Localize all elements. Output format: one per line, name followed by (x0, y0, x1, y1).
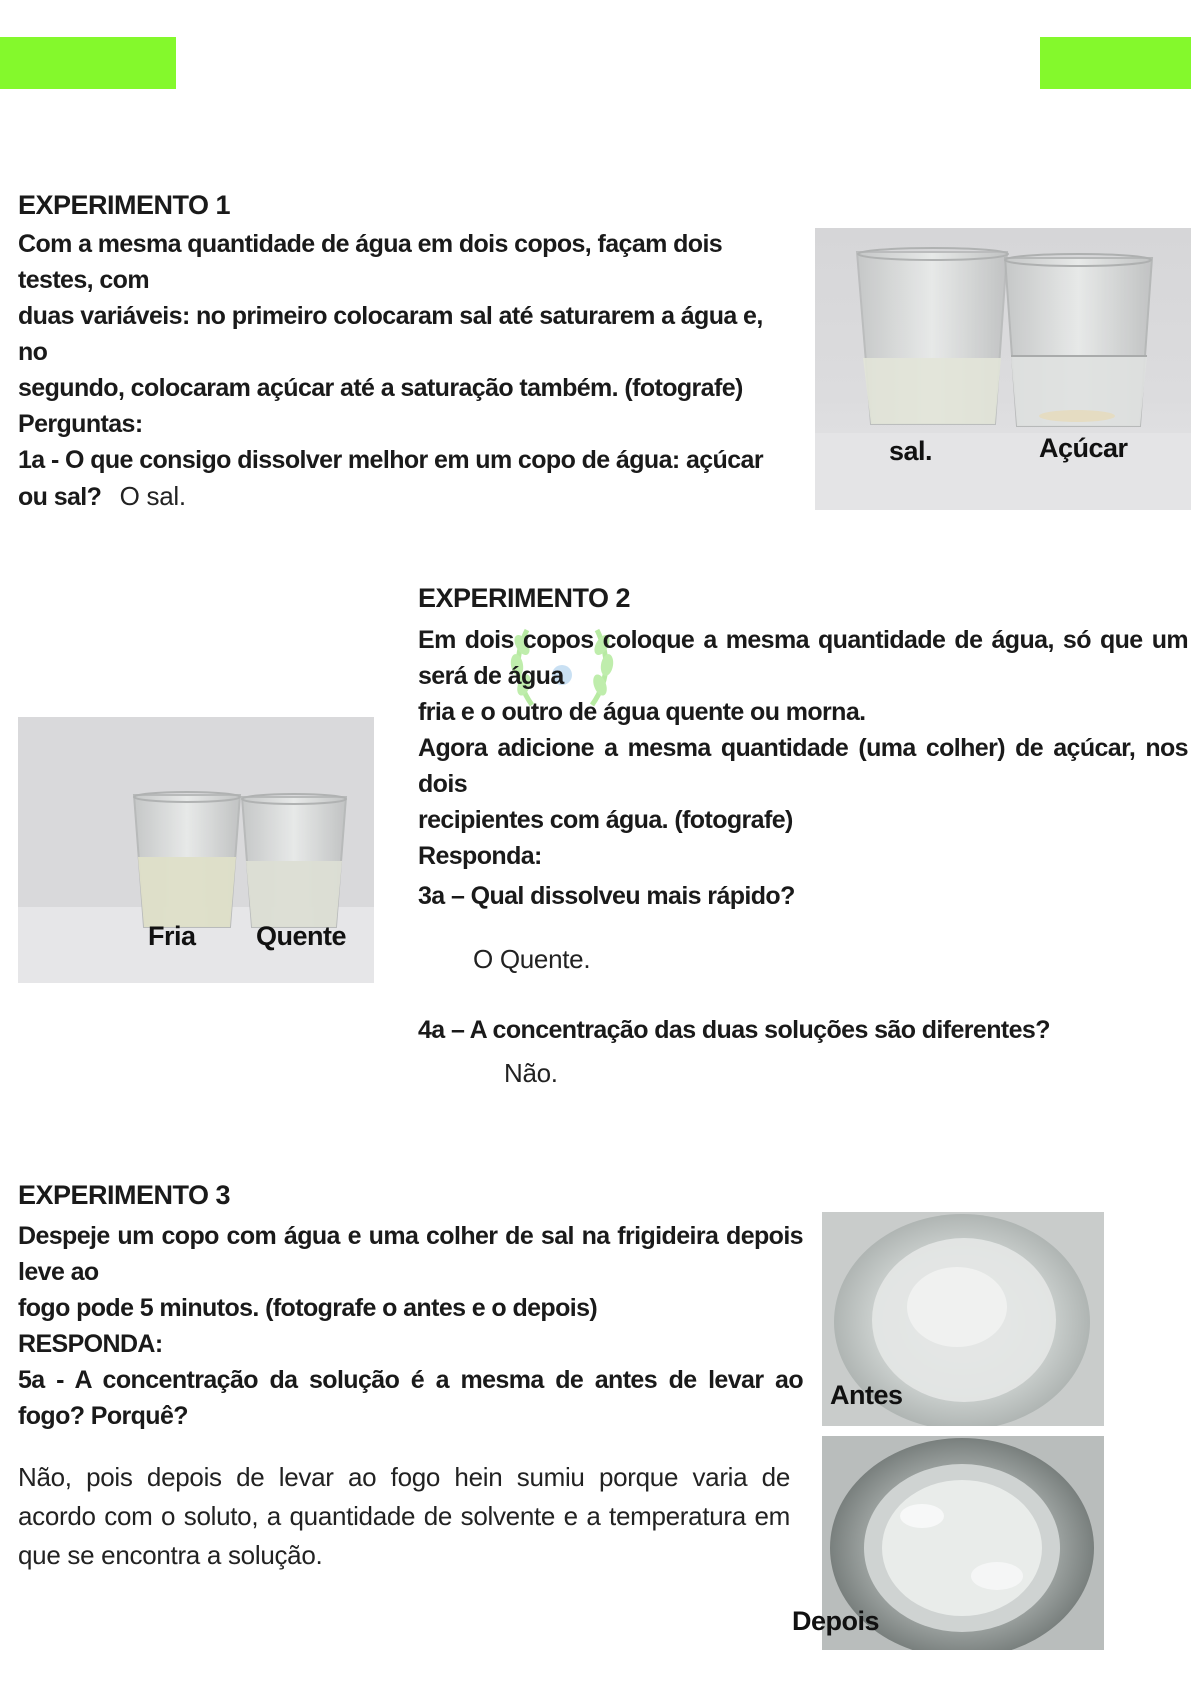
photo3-label-before: Antes (830, 1380, 903, 1410)
photo1-label-sugar: Açúcar (1039, 433, 1128, 463)
answer1-text: O sal. (119, 481, 186, 511)
photo-before-heating (822, 1212, 1104, 1426)
experiment3-body (18, 1218, 803, 1434)
header-accent-bar-right (1040, 37, 1191, 89)
experiment2-line2: fria e o outro de água quente ou morna. (418, 698, 866, 726)
experiment2-question3: 3a – Qual dissolveu mais rápido? (418, 882, 795, 910)
experiment3-answer5: Não, pois depois de levar ao fogo hein sumiu porque varia de acordo com o soluto, a quantidade de solvente e a temperatura em que se encontra a solução. (18, 1462, 790, 1570)
experiment2-respond-label: Responda: (418, 842, 542, 870)
experiment3-question5: 5a - A concentração da solução é a mesma de antes de levar ao fogo? Porquê? (18, 1366, 803, 1430)
experiment3-line1: Despeje um copo com água e uma colher de sal na frigideira depois leve ao (18, 1222, 803, 1286)
experiment3-line2: fogo pode 5 minutos. (fotografe o antes e o depois) (18, 1294, 598, 1322)
photo-salt-sugar-glasses (815, 228, 1191, 510)
experiment2-line3: Agora adicione a mesma quantidade (uma colher) de açúcar, nos dois (418, 734, 1188, 798)
header-accent-bar-left (0, 37, 176, 89)
experiment1-questions-label: Perguntas: (18, 410, 143, 438)
experiment1-title: EXPERIMENTO 1 (18, 190, 231, 220)
experiment2-question4: 4a – A concentração das duas soluções são diferentes? (418, 1016, 1050, 1044)
experiment2-body (418, 622, 1188, 914)
experiment3-title: EXPERIMENTO 3 (18, 1180, 231, 1210)
experiment2-line1: Em dois copos coloque a mesma quantidade de água, só que um será de água (418, 626, 1188, 690)
experiment3-respond-label: RESPONDA: (18, 1330, 163, 1358)
question1-text: 1a - O que consigo dissolver melhor em um copo de água: açúcar ou sal? (18, 446, 763, 511)
photo2-label-cold: Fria (148, 921, 196, 951)
experiment1-line2: duas variáveis: no primeiro colocaram sal até saturarem a água e, no (18, 302, 763, 366)
photo1-label-salt: sal. (889, 436, 933, 466)
experiment1-question1 (18, 442, 794, 515)
experiment2-answer3: O Quente. (473, 944, 591, 974)
experiment2-title: EXPERIMENTO 2 (418, 583, 631, 613)
experiment2-answer4: Não. (504, 1058, 558, 1088)
experiment2-line4: recipientes com água. (fotografe) (418, 806, 793, 834)
photo-cold-hot-glasses (18, 717, 374, 983)
photo3-label-after: Depois (792, 1606, 880, 1636)
experiment1-line1: Com a mesma quantidade de água em dois copos, façam dois testes, com (18, 230, 723, 294)
experiment1-body (18, 226, 794, 515)
experiment1-line3: segundo, colocaram açúcar até a saturação também. (fotografe) (18, 374, 743, 402)
photo2-label-hot: Quente (256, 921, 347, 951)
